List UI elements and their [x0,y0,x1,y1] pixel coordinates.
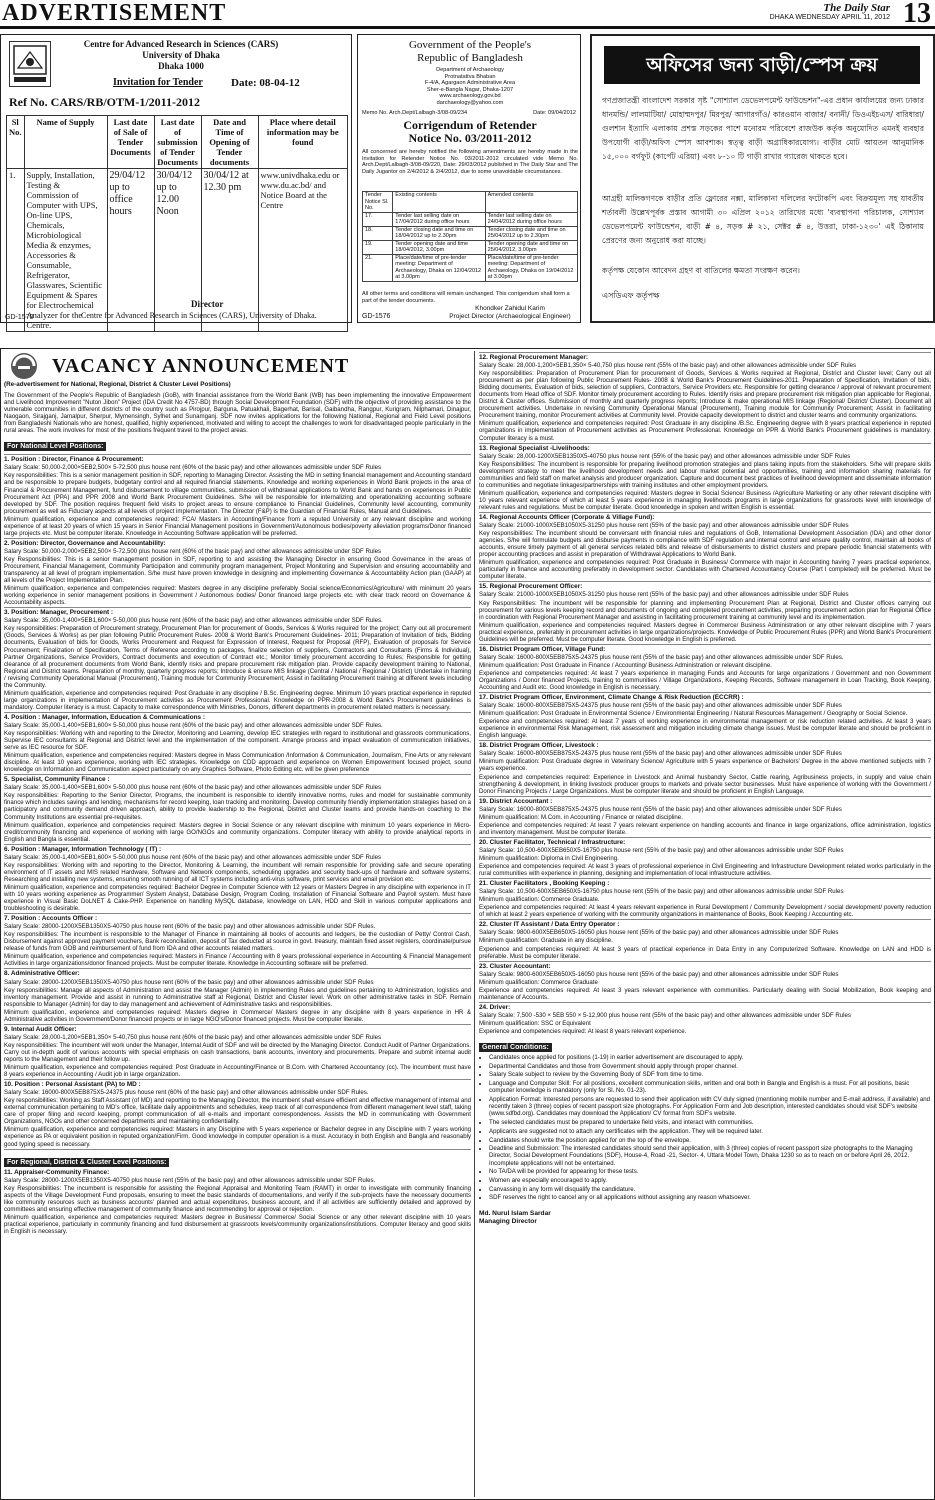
position-title: 18. District Program Officer, Livestock : [479,742,599,750]
position-salary: Salary Scale: 28000-1200X5EB1350X5-40750 plus house rent (60% of the basic pay) and other allowances admissible under SDF Rules [4,978,374,986]
dept-line: F-4/A, Agargaon Administrative Area [424,80,516,87]
position-qualification: Experience and competencies required: Experience in Livestock and Animal husbandry Sector, Cattle rearing, Agribusiness projects, in supply and value chain strengthening & development, in linking livestock producer groups to markets and private sector businesses. Must have experience of working with the Government / Donor Financing Projects / Large Organizations. Must be computer literate and should be proficient in English Language. [479,773,931,795]
condition-item: • Candidates once applied for positions (1-19) in earlier advertisement are discouraged to apply. [489,1054,931,1061]
position-qualification: Minimum qualification, experience and competencies required: Masters degree in Commerce/ Business Administration or any other relevant discipline with 7 years practical experience, preferably in procurement activities in large organizations/projects. Knowledge of Public Procurement Rules (PPR) and World Bank's Procurement Guidelines will be preferred. Must be computer literate. Good knowledge in English is preferred. [479,621,931,643]
position-title: 5. Specialist, Community Finance : [4,776,110,784]
position-title: 1. Position : Director, Finance & Procurement: [4,456,144,464]
position-responsibilities: Key responsibilities: Working with and reporting to the Director, Monitoring & Learning, the incumbent will remain responsible for providing safe and secure operating environment of IT assets and MIS related Hardware, Software and Network components, scheduling upgrades and security back-ups of hardware and software systems; Researching and installing new systems, ensuring smooth running of all ICT systems including anti-virus software, print services and email provision etc. [4,861,471,883]
position-salary: Salary Scale: 16000-800X5EB875X5-24375 plus house rent (60% of the basic pay) and other allowances admissible under SDF Rules. [4,1089,369,1097]
position-salary: Salary Scale: 9800-600X5EB650X5-16050 plus house rent (55% of the basic pay) and other allowances admissible under SDF Rules [479,929,839,937]
table-cell: 30/04/12 at 12.30 pm [201,169,258,332]
position-responsibilities: Key Responsibilities: This is a senior management position in SDF, reporting to and assisting the Managing Director in ensuring Good Governance in the areas of Procurement, Financial Management, Community Participation and community program management, Project Monitoring and Supervision and ensuring accountability and transparency at all level of program implementation. S/he must have proven knowledge in designing and implementing Governance & Accountability Action plan (GAAP) at all levels of the Project Implementation Plan. [4,555,471,585]
position-salary: Salary Scale: 50,000-2,000×5EB2,500× 5-72,500 plus house rent (60% of the basic pay) and other allowances admissible under SDF Rules [4,547,382,555]
position-block [479,581,931,642]
position-title: 22. Cluster IT Assistant / Data Entry Operator : [479,921,620,929]
condition-item: • SDF reserves the right to cancel any or all applications without assigning any reason whatsoever. [489,1194,931,1201]
position-responsibilities: Key responsibilities: Working as Staff Assistant (of MD) and reporting to the Managing Director, the incumbent shall ensure efficient and effective management of internal and external communication pertaining to MD's office, facilitate daily appointments and schedules, keep track of all correspondence from different management level staff, taking care of proper filing and record keeping, prompt communication of all e-mails and important correspondences. Assists the MD in communicating with Government Organizations, NGOs and other concerned departments and maintaining confidentiality. [4,1097,471,1126]
position-salary: Salary Scale: 28000-1200X5EB1350X5-40750 plus house rent (55% of the basic pay) and other allowances admissible under SDF Rules. [4,1176,376,1184]
position-qualification: Experience and competencies required: At least 7 years of working experience in environmental management or risk reduction related activities. At least 3 years experience in environmental Risk Management, risk assessment and mitigation including climate change issues. Must be computer literate and should be proficient in English language. [479,718,931,740]
office-space-para2: আগ্রহী মালিকগণকে বাড়ীর প্রতি ফ্লোরের নক্সা, মালিকানা দলিলের ফটোকপি এবং বিক্রয়মূল্য সহ যাবতীয় শর্তাবলী উল্লেখপূর্বক প্রস্তাব আগামী ৩০ এপ্রিল ২০১২ তারিখের মধ্যে 'ব্যবস্থাপনা পরিচালক, সোশ্যাল ডেভেলপমেন্ট ফাউন্ডেশন, বাড়ী # ৪, সড়ক # ২১, সেক্টর # ৪, উত্তরা, ঢাকা-১২৩০' এই ঠিকানায় প্রেরণের জন্য অনুরোধ করা যাচ্ছে। [602,194,924,245]
position-block [4,1149,471,1235]
position-qualification: Minimum qualification, experience and competencies required: Post Graduate in Business/ Commerce with major in Accounting having 7 years practical experience, particularly in finance and accounting preferably in development sector. Candidates with Chartered Accountancy Course (Part I completed) will be preferred. Must be computer literate. [479,559,931,581]
position-title: 12. Regional Procurement Manager: [479,354,589,361]
position-qualification: Minimum qualification, experience and competencies required: Masters degree in any discipline preferably Social science/Economics/Agriculture/ with minimum 20 years working experience in senior management positions in Government / Autonomous bodies/ Donor financed large projects etc. with clear track record on Governance & Accountability aspects. [4,585,471,607]
position-responsibilities: Key responsibilities: Reporting to the Senior Director, Programs, the incumbent is responsible to identify innovative norms, rules and model for sustainable community finance which includes savings and lending, mechanisms for record keeping, loan tracking and monitoring. Develop community friendly implementation strategies based on a participatory and community demand driven approach, ability to provide leadership to the Regional, District and Cluster teams and provide hands-on coaching to the Community Institutions are essential pre-requisites. [4,792,471,821]
position-qualification: Experience and competencies required: At least 3 years relevant experience with communities. Particularly dealing with Social Mobilization, Book keeping and maintenance of Accounts. [479,986,931,1001]
vacancy-intro: The Government of the People's Republic of Bangladesh (GoB), with financial assistance from the World Bank (WB) has been implementing the innovative Empowerment and Livelihood Improvement "Nuton Jibon" Project (IDA Credit No 4757-BD) through Social Development Foundation (SDF) with the objective of providing assistance to the vulnerable communities in different districts of the country such as Pirojpur, Barguna, Patuakhali, Bagerhat, Barisal, Gaibandha, Rangpur, Kurigram, Nilphamari, Dinajpur, Naogaon, Sirajganj, Jamalpur, Sherpur, Mymensingh, Sylhet and Sunamganj. SDF now invites applications for the following National, Regional and Field Level positions from Bangladeshi Nationals who are honest, qualified, highly experienced, motivated and willing to accept the challenges to work for disadvantaged people particularly in the rural areas. The work involves for most of the positions frequent travel to the project areas. [4,392,471,435]
position-salary: Salary Scale: 16000-800X5EB875X5-24375 plus house rent (55% of the basic pay) and other allowances admissible under SDF Rules [479,702,842,710]
position-salary: Salary Scale: 35,000-1,400×5EB1,600× 5-50,000 plus house rent (60% of the basic pay) and other allowances admissible under SDF Rules [4,784,382,792]
position-title: 6. Position : Manager, Information Technology ( IT) : [4,845,162,853]
amendment-table [362,191,578,282]
dept-email[interactable]: darchaeology@yahoo.com [436,99,504,106]
condition-item: • Application Format: Interested persons are requested to send their application with CV duly signed (mentioning mobile number and E-mail address, if available) and recently taken 3 (three) copies of recent passport size photographs. For Application Form and Job description, interested candidates should visit SDF's website (www.sdfbd.org). Candidates may download the Application/ CV format from SDF's website. [489,1096,931,1118]
regional-header: For Regional, District & Cluster Level Positions: [4,1158,169,1167]
position-responsibilities: Key responsibilities: Preparation of Procurement Plan for procurement of Goods, Services & Works required at Regional, District and Cluster level; Carry out all procurement as per plan following Public Procurement Rules- 2008 & World Bank's Procurement Guidelines-2011. Preparation of Specification, Invitation of bids, Bidding documents, Evaluation of bids, selection of suppliers, Contractors, Service Providers etc. Responsible for getting clearance / approval of relevant procurement documents from Head office of SDF. Monitor timely procurement according to Rules. Identify risks and prepare procurement risk mitigation plan applicable for Regional, District & Cluster offices. Submission of monthly and quarterly progress reports; Introduce & make operational MIS linkage (Regional/ District/ Cluster). Document all procurement activities. Undertake in revising Community Operational Manual (Procurement), Training module for Community Procurement; Assist in facilitating Procurement training, monitor Procurement activities at Community level. Provide capacity development to district and cluster teams and community organizations. [479,370,931,420]
position-block [479,644,931,691]
position-block [4,913,471,967]
position-responsibilities: Minimum qualification: Graduate in any discipline. [479,937,613,945]
office-space-title: অফিসের জন্য বাড়ী/স্পেস ক্রয় [604,46,920,84]
position-block [4,607,471,711]
position-block [4,538,471,606]
position-salary: Salary Scale: 35,000-1,400×5EB1,600× 5-50,000 plus house rent (60% of the basic pay) and other allowances admissible under SDF Rules [4,853,382,861]
condition-item: • Women are especially encouraged to apply. [489,1177,931,1184]
position-salary: Salary Scale: 28,000-1,200×5EB1,350× 5-40,750 plus house rent (60% of the basic pay) and other allowances admissible under SDF Rules [4,1033,382,1041]
cars-date: Date: 08-04-12 [231,77,300,89]
position-salary: Salary Scale: 7,500 -530 × 5EB 550 × 5-12,900 plus house rent (55% of the basic pay) and other allowances admissible under SDF Rules [479,1011,851,1019]
dept-line: Department of Archaeology [436,67,504,73]
table-cell: 1. [7,169,25,332]
table-cell: Tender closing date and time on 25/04/2012 up to 2.30pm [485,226,577,240]
page-number: 13 [903,0,931,29]
position-block [4,1024,471,1078]
table-cell: Tender closing date and time on 18/04/2012 up to 2.30pm [393,226,485,240]
vacancy-ad [0,348,935,1500]
position-qualification: Experience and competencies required: At least 7 years experience in managing Funds and Accounts for large organizations / Government and non Government Organizations / Donor financed Projects, training to communities / Village Organizations, Keeping Records, Software management in Loan Tracking, Book Keeping, Accounting and Audit etc. Good knowledge in English is necessary. [479,669,931,692]
position-responsibilities: Key responsibilities: Preparation of Procurement strategy, Procurement Plan for procurement of Goods, Services & Works required for the project; Carry out all procurement (Goods, Services & Works) as per plan following Public Procurement Rules- 2008 & World Bank's Procurement Guidelines- 2011; Preparation of Invitation of bids, Bidding documents, Evaluation of bids for Goods, Works Procurement and Request for Expression of Interest, Request for Proposal (RFP), Evaluation of proposals for Service Procurement; Finalization of Specification, Terms of Reference according to packages, finalize selection of suppliers, Contractors and Consultants (Firms & Individual), Partner Organizations, Service Providers, Contract documents and execution of Contract etc.; Monitor timely procurement according to Rules; Responsible for getting clearance of all procurement documents from World Bank, identify risks and prepare procurement risk mitigation plan. Provide capacity development training to National, Regional and District teams. Preparation of monthly, quarterly progress reports; Introduce & ensure MIS linkage (Central / National / Regional / District) Undertake in framing / revising Community Operational Manual (Procurement), Training module for Community Procurement; Assist in facilitating Procurement training at different levels including the Community. [4,625,471,689]
table-cell: 19. [363,240,393,254]
arch-signer-title: Project Director (Archaeological Engineer) [449,313,571,320]
position-title: 2. Position: Director, Governance and Accountability: [4,539,166,547]
position-qualification: Experience and competencies required: At least 3 years of professional experience in Civil Engineering and Infrastructure Development related works particularly in the rural communities with experience in planning, designing and implementation of local infrastructure activities. [479,863,931,878]
table-cell: Tender opening date and time 18/04/2012, 3.00pm [393,240,485,254]
position-block [479,1002,931,1035]
position-qualification: Minimum qualification, experience and competencies required: Masters in any Discipline with 5 years experience or Bachelor degree in any Discipline with 7 years working experience as PA or equivalent position in reputed organization/Firm. Good knowledge in computer operation is a must. Accuracy in both English and Bangla and reasonably good typing speed is necessary. [4,1126,471,1148]
position-title: 10. Position : Personal Assistant (PA) to MD : [4,1081,141,1089]
section-title: ADVERTISEMENT [2,0,227,26]
position-qualification: Minimum qualification, experience and competencies required: Post Graduate in any discipline /B.Sc. Engineering degree with 8 years practical experience in reputed organizations in implementation of Procurement activities as Procurement Professional. Knowledge on PPR & World Bank's Procurement guidelines is mandatory. Computer literacy is a must. [479,420,931,442]
position-block [4,712,471,773]
table-header: Tender Notice Sl. No. [363,192,393,213]
general-conditions-list [479,1054,931,1202]
position-salary: Salary Scale: 16000-800X5EB875X5-24375 plus house rent (55% of the basic pay) and other allowances admissible under SDF Rules. [479,653,844,661]
table-cell: 29/04/12 up to office hours [107,169,154,332]
condition-item: • Departmental Candidates and those from Government should apply through proper channel. [489,1063,931,1070]
table-cell: Tender last selling date on 17/04/2012 during office hours [393,212,485,226]
position-qualification: Minimum qualification, experience and competencies required: Bachelor Degree in Computer Science with 12 years or Masters Degree in any discipline with experience in IT with 10 years working experience as Programmer/ System Analyst, Database Design, Program Coding, Installation of Financial Software and Payroll system. Must have experience in Visual Basic DoLNET & Cake-PHP. Experience on handling MySQL database, knowledge on LAN, HDD and Skill in various computer applications and troubleshooting is desirable. [4,883,471,913]
position-title: 15. Regional Procurement Officer: [479,583,583,591]
table-cell: 18. [363,226,393,240]
position-responsibilities: Key Responsibilities: The incumbent is responsible for assisting the Regional Appraisal and Monitoring Team (RAMT) in order to investigate with community financing aspects of the Village Development Fund proposals, ensuring to meet the basic standards of documentations, and verify if the sub-projects have the necessary documents like community resources such as business accounts' planned and actual expenditures, business account, and if all activities are sufficiently detailed and approved by committees and ensuring effective management of community finance and recommending for approval or rejection. [4,1184,471,1213]
condition-item: • No TA/DA will be provided for appearing for these tests. [489,1168,931,1175]
position-block [4,844,471,912]
position-qualification: Experience and competencies required: At least 3 years of practical experience in Data Entry in any Computerized Software. Knowledge on LAN and HDD is preferable. Must be computer literate. [479,945,931,960]
office-space-ad [590,34,935,323]
position-qualification: Minimum qualification, experience and competencies required: Masters degree in Business/ Commerce/ Social Science or any other relevant discipline with 10 years practical experience, particularly in community financing and fund disbursement at grassroots levels/community organizations/institutions. Computer literacy and good skills in English is necessary. [4,1213,471,1235]
position-block [479,740,931,794]
archaeology-corrigendum-ad [357,34,581,323]
position-salary: Salary Scale: 10,500-600X5EB650X5-16750 plus house rent (55% of the basic pay) and other allowances admissible under SDF Rules [479,846,844,854]
position-qualification: Experience and competencies required: At least 7 years relevant experience on handling accounts and finance in large organizations, office administration, logistics and inventory management. Must be computer literate. [479,821,931,836]
vacancy-signer: Md. Nurul Islam Sardar [479,1209,551,1217]
position-block [479,796,931,836]
position-qualification: Experience and competencies required: At least 8 years relevant experience. [479,1027,687,1035]
position-title: 7. Position : Accounts Officer : [4,915,98,923]
office-space-sign: এসডিএফ কর্তৃপক্ষ [602,291,660,300]
cars-signer-org: Centre for Advanced Research in Sciences (CARS), University of Dhaka. [81,311,317,320]
position-block [479,512,931,580]
table-header: Amended contents [485,192,577,213]
position-salary: Salary Scale: 21000-1000X5EB1050X5-31250 plus house rent (55% of the basic pay) and other allowances admissible under SDF Rules [479,522,849,530]
position-title: 17. District Program Officer, Environment, Climate Change & Risk Reduction (ECCRR) : [479,694,744,702]
table-header: Sl No. [7,116,25,169]
condition-item: • Canvassing in any form will disqualify the candidature. [489,1186,931,1193]
office-space-para3: কর্তৃপক্ষ যেকোন আবেদন গ্রহণ বা বাতিলের ক্ষমতা সংরক্ষণ করেন। [602,266,800,275]
dept-website[interactable]: www.archaeology.gov.bd [439,93,501,100]
university-logo-icon [9,41,51,87]
condition-item: • Applicants are suggested not to attach any certificates with the application. They will be required later. [489,1128,931,1135]
dept-line: Sher-e-Bangla Nagar, Dhaka-1207 [426,86,514,93]
vacancy-right-column [479,351,931,1497]
cars-signer: Director [191,299,224,309]
vacancy-subtitle: (Re-advertisement for National, Regional, District & Cluster Level Positions) [4,381,231,388]
position-responsibilities: Minimum qualification: Commerce Graduate [479,978,598,986]
position-block [479,919,931,959]
position-salary: Salary Scale: 9800-600X5EB650X5-16050 plus house rent (55% of the basic pay) and other allowances admissible under SDF Rules [479,970,839,978]
position-salary: Salary Scale: 28000-1200X5EB1350X5-40750 plus house rent (60% of the basic pay) and other allowances admissible under SDF Rules. [4,923,376,931]
vacancy-title: VACANCY ANNOUNCEMENT [52,354,350,377]
position-responsibilities: Minimum qualification: Commerce Graduate. [479,896,600,904]
position-block [479,352,931,442]
corrigendum-title: Corrigendum of Retender [403,118,537,132]
position-responsibilities: Key responsibilities: The incumbent is responsible to the Manager of Finance in maintaining all books of accounts and ledgers, be the custodian of Petty/ Control Cash, Disbursement against approved payment vouchers, Bank reconciliation, deposit of Tax deducted at source in govt. treasury, maintain fixed asset registers, coordinate/pursue release of funds from GOB and reimbursement of fund from IDA and other accounts related matters. [4,931,471,953]
position-responsibilities: Key responsibilities: Manage all aspects of Administration and assist the Manager (Admin) in implementing Rules and guidelines pertaining to Administration, logistics and inventory management. Provide and assist in running to Administrative staff at Regional, District and Cluster level. Work on other administrative tasks in SDF. Remain responsible to Manager (Admin) for day to day management and achievement of Administrative tasks and responsibilities. [4,986,471,1008]
column-divider [474,351,475,1497]
table-cell: 30/04/12 up to 12.00 Noon [154,169,201,332]
table-cell: Tender opening date and time on 25/04/2012, 3.00pm [485,240,577,254]
position-title: 19. District Accountant : [479,797,553,805]
national-positions-list [4,454,471,1235]
issue-date: DHAKA WEDNESDAY APRIL 11, 2012 [769,14,890,21]
position-salary: Salary Scale: 28,000-1,200×5EB1,350× 5-40,750 plus house rent (55% of the basic pay) and other allowances admissible under SDF Rules [479,362,857,370]
position-responsibilities: Key Responsibilities: The incumbent will be responsible for planning and implementing Procurement Plan at Regional, District and Cluster offices carrying out procurement for various levels keeping record and documents of ongoing and completed procurement activities, preparing procurement action plan for Regional Office in coordination with Regional Procurement Manager and assisting in facilitating procurement training at community level and its implementation. [479,599,931,621]
position-salary: Salary Scale: 10,500-600X5EB650X5-16750 plus house rent (55% of the basic pay) and other allowances admissible under SDF Rules [479,888,844,896]
position-responsibilities: Minimum qualification: Post Graduate in Finance / Accounting/ Business Administration or relevant discipline. [479,661,772,669]
ad-code: GD-1576 [362,313,391,320]
table-header: Date and Time of Opening of Tender documents [201,116,258,169]
position-block [479,692,931,739]
table-cell: Supply, Installation, Testing & Commission of Computer with UPS, On-line UPS, Chemicals, Microbiological Media & enzymes, Accessories & Consumable, Refrigerator, Glasswares, Scientific Equipment & Spares for Electrochemical Analyzer for the Centre. [24,169,107,332]
table-header: Place where detail information may be found [258,116,347,169]
position-block [479,961,931,1001]
position-title: 8. Administrative Officer: [4,970,80,978]
table-cell: 21. [363,254,393,281]
position-salary: Salary Scale: 35,000-1,400×5EB1,600× 5-50,000 plus house rent (60% of the basic pay) and other allowances admissible under SDF Rules. [4,721,383,729]
position-responsibilities: Key responsibilities: The incumbent will work under the Manager, Internal Audit of SDF and will be directed by the Managing Director. Conduct Audit of Partner Organizations. Carry out in-depth audit of various accounts with special emphasis on cash transactions, bank accounts, inventory and procurements. Prepare and submit internal audit reports to the Management and their follow up. [4,1041,471,1063]
position-responsibilities: Key Responsibilities: The incumbent is responsible for preparing livelihood promotion strategies and plans taking inputs from the stakeholders. S/he will prepare skills development strategy to meet the livelihood development needs and labour market potential and opportunities, training and information sharing materials for communities and field staff on market analysis and producer organization. Capture and document best practices of livelihood development and disseminate information to communities and negotiate linkages/partnerships with training institutes and other employment providers. [479,460,931,489]
position-qualification: Minimum qualification, experience and competencies required: Masters degree in Mass Communication /Information & Communication, Journalism, Fine Arts or any relevant discipline. At least 10 years experience, working with IEC strategies. Knowledge on CDD approach and experience on Women Empowerment focused project, sound knowledge on Information and Communication aspect particularly on any Graphics Software, Photo Editing etc. will be given preference [4,752,471,774]
position-qualification: Minimum qualification, experience and competencies required: Masters in Finance / Accounting with 8 years professional experience in Accounting & Financial Management Activities in large organizations/donor financed projects. Must be computer literate. Knowledge in Accounting software will be preferred. [4,953,471,968]
notice-number: Notice No. 03/2011-2012 [408,131,532,145]
dept-line: Protnatattva Bhaban [444,73,496,80]
table-cell: Place/date/time of pre-tender meeting: Department of Archaeology, Dhaka on 19/04/2012 at 3.00pm [485,254,577,281]
position-responsibilities: Key responsibilities: Working with and reporting to the Director, Monitoring and Learning, develop IEC strategies with regard to institutional and grassroots communications, Supervise IEC consultants at Regional and District level and the implementation of the component. Arrange process and impact evaluation of communication initiatives, serve as IEC resource for SDF. [4,730,471,752]
arch-signer: Khondker Zahidul Karim [475,305,545,312]
cars-ref: Ref No. CARS/RB/OTM-1/2011-2012 [9,95,200,109]
position-title: 4. Position : Manager, Information, Education & Communications : [4,713,205,721]
cars-university: University of Dhaka [142,50,220,60]
position-block [4,454,471,537]
position-title: 16. District Program Officer, Village Fund: [479,645,606,653]
table-header: Existing contents [393,192,485,213]
position-responsibilities: Key responsibilities: This is a senior management position in SDF, reporting to Managing Director. Assisting the MD in setting financial management and Accounting standard and be responsible to prepare budgets, budgetary control and all required financial statements. Knowledge and working experiences in World Bank projects in the area of Financial & Procurement Management, fund disbursement to village communities, submission of withdrawal applications to World Bank and hands on experiences in Public Procurement Act (PPA) and PPR 2008 and World Bank Procurement Guidelines. S/he will be responsible for internalizing and operationalizing accounting software developed by SDF. The position requires frequent field visits to project areas to ensure compliance to Financial Guidelines, Community level accounting, community procurement as well as Fiduciary aspects at all levels of project implementation. The Director (F&P) is the Guardian of Financial Rules, Manual and Guidelines. [4,472,471,515]
position-responsibilities: Minimum qualification: Post Graduate in Environmental Science / Environmental Engineering / Natural Resources Management / Geography or Social Science. [479,710,908,718]
position-salary: Salary Scale: 16000-800X5EB875X5-24375 plus house rent (55% of the basic pay) and other allowances admissible under SDF Rules [479,750,842,758]
national-header: For National Level Positions: [4,442,106,451]
table-cell: Place/date/time of pre-tender meeting: Department of Archaeology, Dhaka on 12/04/2012 at 3.00pm [393,254,485,281]
position-qualification: Experience and competencies required: At least 4 years relevant experience in Rural Development / Community Development / social development/ poverty reduction of which at least 2 years experience of working with the community organizations in maintenance of Books, Book Keeping / Accounting etc. [479,904,931,919]
position-title: 20. Cluster Facilitator, Technical / Infrastructure: [479,838,626,846]
position-block [479,837,931,877]
table-cell[interactable]: www.univdhaka.edu or www.du.ac.bd/ and Notice Board at the Centre [258,169,347,332]
regional-positions-list [479,352,931,1035]
corrigendum-footer: All other terms and conditions will remain unchanged. This corrigendum shall form a part of the tender documents. [362,291,570,304]
position-qualification: Minimum qualification, experience and competencies required: Post Graduate in any discipline / B.Sc. Engineering degree. Minimum 10 years practical experience in reputed large organizations in implementation of Procurement activities as Procurement Professional. Knowledge on PPR-2008 & World Bank's Procurement guidelines is mandatory. Computer literacy is a must. Capacity to make correspondence with Ministries, Donors, different departments in procurement related matters is necessary. [4,689,471,711]
table-header: Name of Supply [24,116,107,169]
condition-item: • Candidates should write the position applied for on the top of the envelope. [489,1137,931,1144]
newspaper-name: The Daily Star [823,2,890,14]
position-title: 13. Regional Specialist -Livelihoods: [479,444,590,452]
vacancy-left-column [4,351,471,1497]
position-qualification: Minimum qualification, experience and competencies required: Masters degree in Social Science/ Business /Agriculture Marketing or any other relevant discipline with 10 years relevant experience of which at least 5 years experience in managing livelihoods programs in large organizations for grassroots level with knowledge of relevant rules and regulations. Must be computer literate. Good knowledge in spoken and written English is essential. [479,489,931,511]
position-block [4,968,471,1022]
condition-item: • Language and Computer Skill: For all positions, excellent communication skills, written and oral both in Bangla and English is a must. For all positions, basic computer knowledge is mandatory (only for Sl. No. 01-23). [489,1080,931,1094]
position-responsibilities: Key responsibilities: The incumbent should be conversant with financial rules and regulations of GoB, International Development Association (IDA) and other donor agencies. S/he will formulate budgets and disburse payments in compliance with SDF regulation and internal control and ensure quality control, maintain all books of accounts, ensure timely payment of all general services related bills and release of disbursements to district clusters and prepare periodic financial statements with proper accounting practices and assist in preparation of Withdrawal Applications to World Bank. [479,530,931,559]
corrigendum-body: All concerned are hereby notified the following amendments are hereby made in the Invitation for Retender Notice No. 03/2011-2012 circulated vide Memo No. Arch.Dept/Lalbagh-3/08-09/220, Date: 29/03/2012 published in The Daily Star and The Daily Jugantor on 2/4/2012 & 2/4/2012, due to some unavoidable circumstances. [362,149,578,175]
position-title: 14. Regional Accounts Officer (Corporate & Village Fund): [479,513,655,521]
office-space-para1: গণপ্রজাতন্ত্রী বাংলাদেশ সরকার সৃষ্ট "সোশ্যাল ডেভেলপমেন্ট ফাউন্ডেশন"-এর প্রধান কার্যালয়ের জন্য ঢাকার ধানমন্ডি/ লালমাটিয়া/ মোহাম্মদপুর/ মিরপুর/ আগারগাঁও/ কারওয়ান বাজার/ বনানী/ ডিওএইচএস/ বারিধারা/ গুলশান ইত্যাদি এলাকায় প্রশস্ত সড়কের পাশে মনোরম পরিবেশে রাজউক কর্তৃক অনুমোদিত এমনই ব্যবহার উপযোগী বাড়ী/অফিস স্পেস আবশ্যক। স্বত্ত্ব বাড়ী অগ্রাধিকারযোগ্য। বাড়ীর মোট আয়তন আনুমানিক ১৫,০০০ বর্গফুট (কার্পেট এরিয়া) এবং ৮-১০ টি গাড়ী রাখার গ্যারেজ থাকতে হবে। [602,96,924,161]
sdf-logo-icon [4,351,44,381]
position-responsibilities: Minimum qualification: SSC or Equivalent [479,1019,591,1027]
condition-item: • Salary Scale subject to review by the Governing Body of SDF from time to time. [489,1071,931,1078]
table-cell: Tender last selling date on 24/04/2012 during office hours [485,212,577,226]
cars-invitation: Invitation for Tender [113,77,203,88]
position-salary: Salary Scale: 21000-1000X5EB1050X5-31250 plus house rent (55% of the basic pay) and other allowances admissible under SDF Rules [479,591,849,599]
cars-org-name: Centre for Advanced Research in Sciences (CARS) [83,39,279,49]
position-title: 23. Cluster Accountant: [479,962,551,970]
memo-date: Date: 09/04/2012 [533,110,576,116]
table-cell: 17. [363,212,393,226]
position-block [479,443,931,511]
position-responsibilities: Minimum qualification: Post Graduate degree in Veterinary Science/ Agriculture with 5 years experience or Bachelors' Degree in the above mentioned subjects with 7 years experience. [479,758,931,773]
position-responsibilities: Minimum qualification: M.Com. in Accounting / Finance or related discipline. [479,813,683,821]
position-qualification: Minimum qualification, experience and competencies required: Masters degree in Commerce/ Masters degree in any discipline with 8 years experience in HR & Administrative activities in Government/Donor financed projects or in large NGO's/Donor financed projects. Must be computer literate. [4,1008,471,1023]
cars-tender-table [6,115,348,332]
position-title: 24. Driver: [479,1003,511,1011]
position-qualification: Minimum qualification, experience and competencies required: Post Graduate in Accounting/Finance or B.Com. with Chartered Accountancy (cc). The incumbent must have 8 years experience in Accounting / Audit job in large organization. [4,1064,471,1079]
vacancy-signer-title: Managing Director [479,1217,537,1225]
position-responsibilities: Minimum qualification: Diploma in Civil Engineering. [479,855,619,862]
position-salary: Salary Scale: 28,000-1200X5EB1350X5-40750 plus house rent (55% of the basic pay) and other allowances admissible under SDF Rules [479,452,851,460]
table-header: Last date of Sale of Tender Documents [107,116,154,169]
position-title: 3. Position: Manager, Procurement : [4,609,114,617]
condition-item: • The selected candidates must be prepared to undertake field visits, and interact with communities. [489,1119,931,1126]
cars-city: Dhaka 1000 [158,61,204,71]
gov-line1: Government of the People's [408,39,532,51]
position-qualification: Minimum qualification, experience and competencies required: FCA/ Masters in Accounting/Finance from a reputed University or any relevant discipline and working experience of at least 20 years of which 15 years in Senior Financial Management positions in Government/Autonomous bodies/poverty alleviation programs/Donor financed large projects etc. Must be computer literate. Knowledge in Accounting Software application will be preferred. [4,515,471,537]
cars-tender-ad [0,34,352,330]
gov-line2: Republic of Bangladesh [417,52,523,64]
position-salary: Salary Scale: 35,000-1,400×5EB1,600× 5-50,000 plus house rent (60% of the basic pay) and other allowances admissible under SDF Rules. [4,617,383,625]
position-block [4,1079,471,1147]
position-title: 9. Internal Audit Officer: [4,1025,77,1033]
position-block [479,878,931,918]
position-block [4,774,471,842]
position-title: 21. Cluster Facilitators , Booking Keeping : [479,880,610,888]
position-qualification: Minimum qualification, experience and competencies required: Masters degree in Social Science or any relevant discipline with minimum 10 years experience in Micro- credit/community financing and experience of working with large GO/NGOs and community organizations. Computer literacy with ability to provide analytical reports in English and Bangla is essential. [4,821,471,843]
masthead [0,0,935,29]
position-title: 11. Appraiser-Community Finance: [4,1168,110,1176]
table-header: Last date of submission of Tender Documents [154,116,201,169]
memo-number: Memo No. Arch.Dept/Lalbagh-3/08-09/234 [362,110,468,116]
condition-item: • Deadline and Submission: The interested candidates should send their application, with 3 (three) copies of recent passport size photographs to the Managing Director, Social Development Foundations (SDF), House-4, Road -21, Sector- 4, Uttara Model Town, Dhaka 1230 so as to reach on or before April 26, 2012. Incomplete applications will not be entertained. [489,1145,931,1167]
conditions-header: General Conditions: [479,1043,552,1052]
position-salary: Salary Scale: 16000-800X5EB875X5-24375 plus house rent (55% of the basic pay) and other allowances admissible under SDF Rules [479,805,842,813]
position-salary: Salary Scale: 50,000-2,000×5EB2,500× 5-72,500 plus house rent (60% of the basic pay) and other allowances admissible under SDF Rules [4,464,382,472]
ad-code: GD-1570 [5,314,34,321]
